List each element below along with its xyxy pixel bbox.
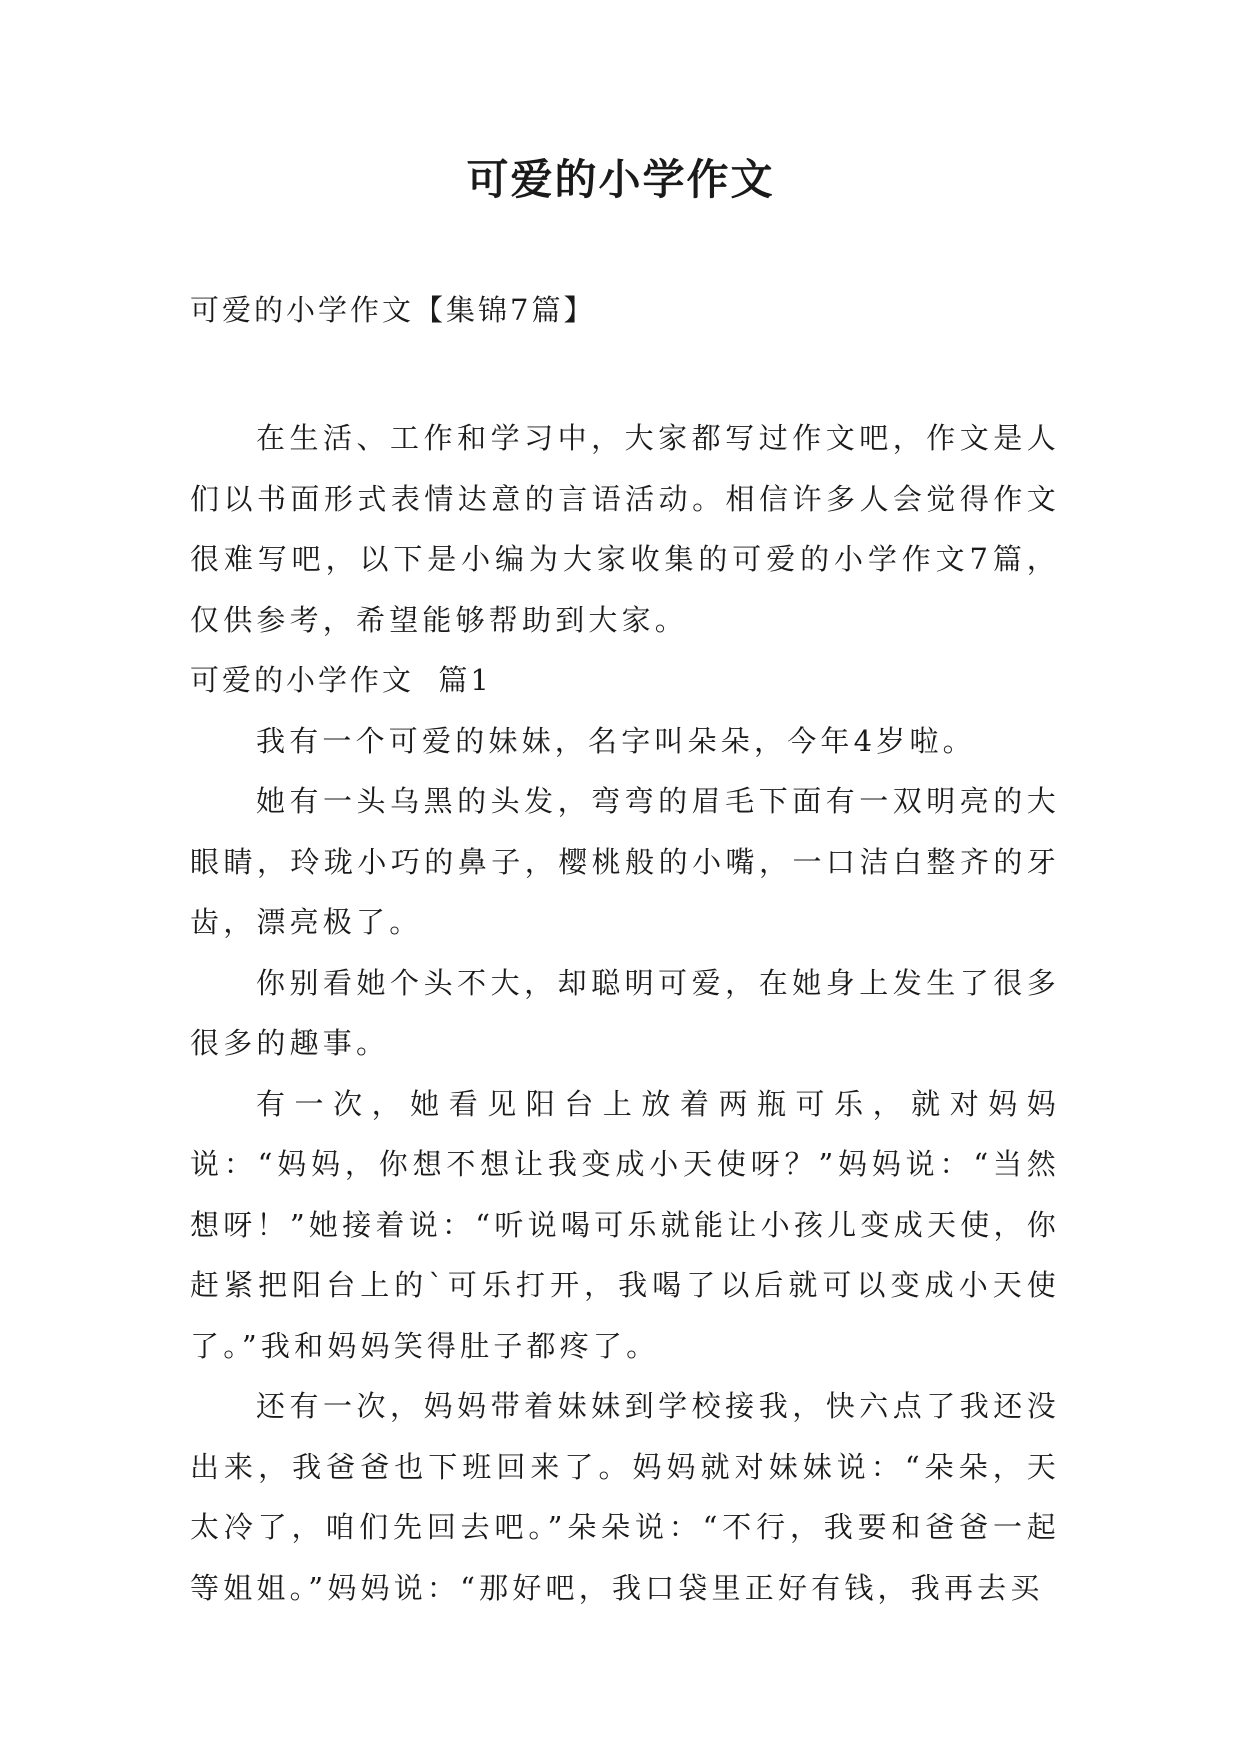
document-subtitle: 可爱的小学作文【集锦7篇】 xyxy=(190,293,596,327)
intro-paragraph: 在生活、工作和学习中，大家都写过作文吧，作文是人们以书面形式表情达意的言语活动。相信许多人会觉得作文很难写吧，以下是小编为大家收集的可爱的小学作文7篇，仅供参考，希望能够帮助到大家。 xyxy=(190,421,1060,637)
body-paragraph: 你别看她个头不大，却聪明可爱，在她身上发生了很多很多的趣事。 xyxy=(190,965,1060,1060)
body-paragraph: 我有一个可爱的妹妹，名字叫朵朵，今年4岁啦。 xyxy=(256,723,976,758)
body-paragraph: 有一次，她看见阳台上放着两瓶可乐，就对妈妈说：“妈妈，你想不想让我变成小天使呀？”妈妈说：“当然想呀！”她接着说：“听说喝可乐就能让小孩儿变成天使，你赶紧把阳台上的`可乐打开，我喝了以后就可以变成小天使了。”我和妈妈笑得肚子都疼了。 xyxy=(190,1086,1060,1363)
document-body xyxy=(190,408,1060,1618)
body-paragraph: 她有一头乌黑的头发，弯弯的眉毛下面有一双明亮的大眼睛，玲珑小巧的鼻子，樱桃般的小嘴，一口洁白整齐的牙齿，漂亮极了。 xyxy=(190,784,1060,939)
body-paragraph: 还有一次，妈妈带着妹妹到学校接我，快六点了我还没出来，我爸爸也下班回来了。妈妈就对妹妹说：“朵朵，天太冷了，咱们先回去吧。”朵朵说：“不行，我要和爸爸一起等姐姐。”妈妈说：“那好吧，我口袋里正好有钱，我再去买 xyxy=(190,1389,1060,1605)
page-title: 可爱的小学作文 xyxy=(466,155,775,204)
section-heading: 可爱的小学作文 篇1 xyxy=(190,663,492,697)
